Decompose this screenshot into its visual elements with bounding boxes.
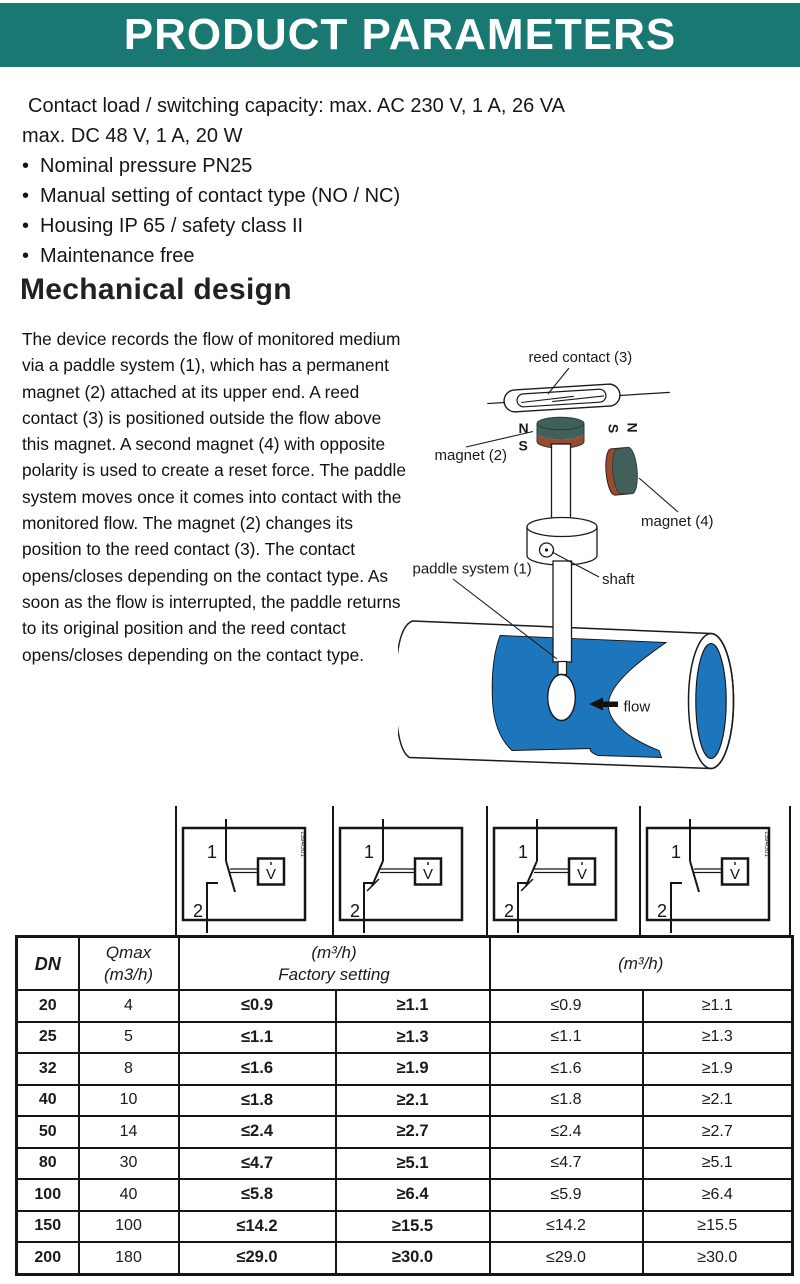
magnet-4 [604, 447, 639, 496]
column-header-factory-setting: (m³/h) Factory setting [179, 937, 490, 991]
spec-list [22, 91, 777, 271]
flow-label: flow [623, 698, 651, 716]
cell-factory-ge: ≥30.0 [336, 1242, 490, 1274]
terminal-2-label: 2 [504, 901, 515, 921]
cell-factory-le: ≤5.8 [179, 1179, 336, 1211]
cell-factory-ge: ≥1.3 [336, 1022, 490, 1054]
spec-item-contact-type [22, 181, 777, 211]
terminal-1-label: 1 [518, 842, 529, 862]
cell-le: ≤1.6 [490, 1053, 643, 1085]
cell-qmax: 100 [79, 1211, 179, 1243]
cell-dn: 32 [17, 1053, 79, 1085]
shaft-label: shaft [602, 571, 635, 588]
cell-factory-le: ≤4.7 [179, 1148, 336, 1180]
cell-dn: 50 [17, 1116, 79, 1148]
cell-qmax: 14 [79, 1116, 179, 1148]
cell-ge: ≥5.1 [643, 1148, 793, 1180]
magnet4-pole-n: N [624, 422, 641, 433]
table-row [17, 990, 793, 1022]
cell-le: ≤4.7 [490, 1148, 643, 1180]
table-row [17, 1148, 793, 1180]
cell-le: ≤29.0 [490, 1242, 643, 1274]
cell-qmax: 30 [79, 1148, 179, 1180]
cell-factory-ge: ≥1.9 [336, 1053, 490, 1085]
cell-factory-le: ≤1.6 [179, 1053, 336, 1085]
spec-item-nominal-pressure [22, 151, 777, 181]
cell-factory-le: ≤0.9 [179, 990, 336, 1022]
circuit-empty-cell [15, 806, 177, 935]
reed-contact [486, 380, 670, 413]
cell-factory-le: ≤14.2 [179, 1211, 336, 1243]
cell-ge: ≥30.0 [643, 1242, 793, 1274]
cell-factory-ge: ≥1.1 [336, 990, 490, 1022]
paddle-neck [558, 662, 567, 675]
cell-dn: 40 [17, 1085, 79, 1117]
paddle-blade [548, 675, 576, 721]
page-title: PRODUCT PARAMETERS [123, 10, 677, 59]
cell-factory-ge: ≥2.1 [336, 1085, 490, 1117]
circuit-diagram-row [15, 806, 791, 935]
vane-symbol-label: V [576, 866, 588, 883]
cell-ge: ≥15.5 [643, 1211, 793, 1243]
cell-le: ≤14.2 [490, 1211, 643, 1243]
column-header-qmax: Qmax (m3/h) [79, 937, 179, 991]
bullet-icon: • [22, 155, 30, 177]
cell-factory-ge: ≥15.5 [336, 1211, 490, 1243]
title-bar [0, 3, 800, 67]
section-heading-mechanical-design: Mechanical design [20, 273, 292, 306]
table-header-row [17, 937, 793, 991]
cell-factory-ge: ≥2.7 [336, 1116, 490, 1148]
circuit-diagram-3 [488, 806, 641, 935]
spec-item-maintenance [22, 241, 777, 271]
cell-qmax: 180 [79, 1242, 179, 1274]
upper-shaft [552, 444, 571, 522]
cell-ge: ≥2.7 [643, 1116, 793, 1148]
reed-contact-label: reed contact (3) [528, 350, 633, 366]
parameter-table [15, 935, 794, 1276]
circuit-diagram-1 [177, 806, 334, 935]
cell-factory-ge: ≥5.1 [336, 1148, 490, 1180]
column-header-m3h: (m³/h) [490, 937, 793, 991]
terminal-2-label: 2 [193, 901, 204, 921]
terminal-1-label: 1 [364, 842, 375, 862]
magnet4-pole-s: S [605, 423, 622, 434]
spec-item-label: Maintenance free [40, 245, 195, 267]
spec-item-label: Housing IP 65 / safety class II [40, 215, 304, 237]
figure-code: 1594G01 [763, 831, 770, 857]
table-row [17, 1211, 793, 1243]
cell-qmax: 5 [79, 1022, 179, 1054]
table-row [17, 1085, 793, 1117]
cell-le: ≤2.4 [490, 1116, 643, 1148]
mechanical-diagram [398, 330, 800, 795]
cell-factory-ge: ≥6.4 [336, 1179, 490, 1211]
column-header-dn: DN [17, 937, 79, 991]
vane-symbol-label: V [265, 866, 277, 883]
circuit-diagram-2 [334, 806, 488, 935]
cell-qmax: 8 [79, 1053, 179, 1085]
table-row [17, 1116, 793, 1148]
cell-ge: ≥6.4 [643, 1179, 793, 1211]
cell-qmax: 40 [79, 1179, 179, 1211]
cell-dn: 20 [17, 990, 79, 1022]
magnet2-pole-n: N [518, 420, 529, 436]
table-row [17, 1053, 793, 1085]
magnet4-label: magnet (4) [641, 513, 714, 530]
circuit-diagram-4 [641, 806, 791, 935]
cell-ge: ≥2.1 [643, 1085, 793, 1117]
vane-symbol-label: V [422, 866, 434, 883]
cell-factory-le: ≤1.8 [179, 1085, 336, 1117]
bullet-icon: • [22, 215, 30, 237]
cell-ge: ≥1.1 [643, 990, 793, 1022]
cell-factory-le: ≤1.1 [179, 1022, 336, 1054]
magnet2-pole-s: S [518, 437, 528, 454]
spec-line-dc: max. DC 48 V, 1 A, 20 W [22, 125, 243, 147]
table-row [17, 1179, 793, 1211]
magnet2-label: magnet (2) [434, 447, 508, 464]
bullet-icon: • [22, 185, 30, 207]
spec-item-label: Manual setting of contact type (NO / NC) [40, 185, 401, 207]
lower-shaft [553, 561, 572, 662]
terminal-2-label: 2 [657, 901, 668, 921]
cell-dn: 200 [17, 1242, 79, 1274]
cell-ge: ≥1.3 [643, 1022, 793, 1054]
vane-symbol-label: V [729, 866, 741, 883]
terminal-1-label: 1 [207, 842, 218, 862]
terminal-1-label: 1 [671, 842, 682, 862]
cell-factory-le: ≤29.0 [179, 1242, 336, 1274]
cell-dn: 100 [17, 1179, 79, 1211]
terminal-2-label: 2 [350, 901, 361, 921]
cell-le: ≤0.9 [490, 990, 643, 1022]
cell-le: ≤1.1 [490, 1022, 643, 1054]
cell-factory-le: ≤2.4 [179, 1116, 336, 1148]
cell-dn: 150 [17, 1211, 79, 1243]
cell-ge: ≥1.9 [643, 1053, 793, 1085]
cell-dn: 80 [17, 1148, 79, 1180]
table-row [17, 1242, 793, 1274]
figure-code: 1594G01 [299, 831, 306, 857]
table-row [17, 1022, 793, 1054]
cell-le: ≤5.9 [490, 1179, 643, 1211]
spec-item-label: Nominal pressure PN25 [40, 155, 253, 177]
cell-qmax: 4 [79, 990, 179, 1022]
spec-line-contact-load: Contact load / switching capacity: max. AC 230 V, 1 A, 26 VA [28, 95, 565, 117]
spec-item-housing [22, 211, 777, 241]
paddle-system-label: paddle system (1) [412, 560, 532, 578]
bullet-icon: • [22, 245, 30, 267]
cell-dn: 25 [17, 1022, 79, 1054]
pipe-end-opening [696, 644, 726, 759]
cell-qmax: 10 [79, 1085, 179, 1117]
mechanical-design-paragraph: The device records the flow of monitored medium via a paddle system (1), which has a permanent magnet (2) attached at its upper end. A reed contact (3) is positioned outside the flow above this magnet. A second magnet (4) with opposite polarity is used to create a reset force. The paddle system moves once it comes into contact with the monitored flow. The magnet (2) changes its position to the reed contact (3). The contact opens/closes depending on the contact type. As soon as the flow is interrupted, the paddle returns to its original position and the reed contact opens/closes depending on the contact type. [22, 329, 406, 665]
cell-le: ≤1.8 [490, 1085, 643, 1117]
